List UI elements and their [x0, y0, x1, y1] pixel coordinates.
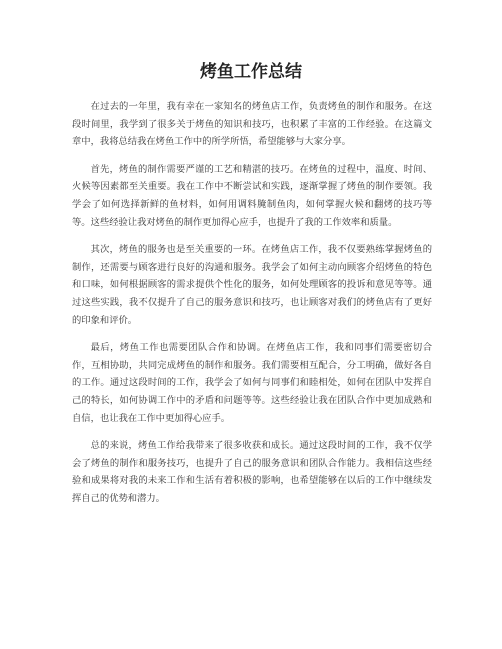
paragraph-production: 首先，烤鱼的制作需要严谨的工艺和精湛的技巧。在烤鱼的过程中，温度、时间、火候等因素都至关重要。我在工作中不断尝试和实践，逐渐掌握了烤鱼的制作要领。我学会了如何选择新鲜的鱼材料，如何用调料腌制鱼肉，如何掌握火候和翻烤的技巧等等。这些经验让我对烤鱼的制作更加得心应手，也提升了我的工作效率和质量。 [72, 163, 432, 228]
paragraph-service: 其次，烤鱼的服务也是至关重要的一环。在烤鱼店工作，我不仅要熟练掌握烤鱼的制作，还需要与顾客进行良好的沟通和服务。我学会了如何主动向顾客介绍烤鱼的特色和口味，如何根据顾客的需求提供个性化的服务，如何处理顾客的投诉和意见等等。通过这些实践，我不仅提升了自己的服务意识和技巧，也让顾客对我们的烤鱼店有了更好的印象和评价。 [72, 244, 432, 326]
paragraph-conclusion: 总的来说，烤鱼工作给我带来了很多收获和成长。通过这段时间的工作，我不仅学会了烤鱼的制作和服务技巧，也提升了自己的服务意识和团队合作能力。我相信这些经验和成果将对我的未来工作和生活有着积极的影响，也希望能够在以后的工作中继续发挥自己的优势和潜力。 [72, 440, 432, 504]
paragraph-intro: 在过去的一年里，我有幸在一家知名的烤鱼店工作，负责烤鱼的制作和服务。在这段时间里，我学到了很多关于烤鱼的知识和技巧，也积累了丰富的工作经验。在这篇文章中，我将总结我在烤鱼工作中的所学所悟，希望能够与大家分享。 [72, 101, 432, 148]
document-body [72, 98, 432, 517]
paragraph-teamwork: 最后，烤鱼工作也需要团队合作和协调。在烤鱼店工作，我和同事们需要密切合作，互相协助，共同完成烤鱼的制作和服务。我们需要相互配合，分工明确，做好各自的工作。通过这段时间的工作，我学会了如何与同事们和睦相处，如何在团队中发挥自己的特长，如何协调工作中的矛盾和问题等等。这些经验让我在团队合作中更加成熟和自信，也让我在工作中更加得心应手。 [72, 342, 432, 424]
document-title: 烤鱼工作总结 [200, 62, 302, 82]
